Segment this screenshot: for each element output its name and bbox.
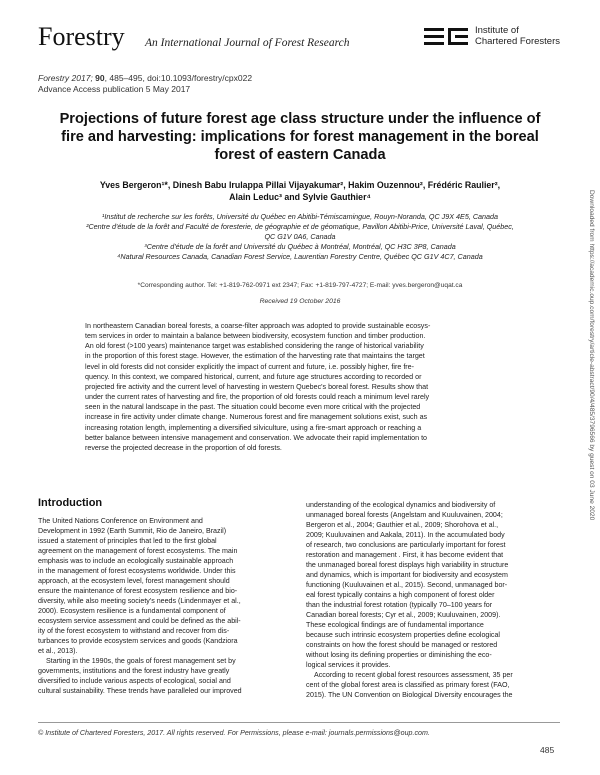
title-line: forest of eastern Canada — [214, 147, 386, 163]
received-date: Received 19 October 2016 — [259, 298, 341, 305]
journal-name: Forestry — [38, 22, 125, 51]
body-line: et al., 2013). — [38, 647, 78, 655]
journal-subtitle: An International Journal of Forest Research — [145, 37, 350, 49]
affiliation-line: ²Centre d'étude de la forêt and Faculté de foresterie, de géographie et de géomatique, Pavillon Abitibi-Price, Université Laval, Québec, — [86, 222, 514, 231]
body-line: turbances to provide ecosystem services and goods (Kandziora — [38, 637, 238, 645]
body-line: and dynamics, which is important for biodiversity and ecosystem — [306, 571, 508, 579]
citation-line — [38, 73, 252, 84]
body-line: than the industrial forest rotation (typically 70–100 years for — [306, 601, 493, 609]
body-line: without losing its defining properties or diminishing the eco- — [306, 651, 492, 659]
abstract-line: in the proportion of this forest stage. However, the estimation of the harvesting rate that maintains the target — [85, 352, 425, 361]
affiliation-line: ⁴Natural Resources Canada, Canadian Forest Service, Laurentian Forestry Centre, Québec QC G1V 4C7, Canada — [117, 252, 483, 261]
page-number: 485 — [540, 745, 555, 755]
corresponding-author: *Corresponding author. Tel: +1-819-762-0971 ext 2347; Fax: +1-819-797-4727; E-mail: yves.bergeron@uqat.ca — [137, 282, 463, 289]
institute-line-2: Chartered Foresters — [475, 36, 561, 47]
copyright-notice: © Institute of Chartered Foresters, 2017. All rights reserved. For Permissions, please e-mail: journals.permissions@oup.com. — [38, 729, 430, 737]
abstract-line: reverse the projected decrease in the proportion of old forests. — [85, 443, 282, 452]
author-line: Yves Bergeron¹*, Dinesh Babu Irulappa Pillai Vijayakumar², Hakim Ouzennou², Frédéric Raulier², — [99, 180, 501, 190]
body-line: cultural sustainability. These trends have paralleled our improved — [38, 687, 242, 695]
institute-line-1: Institute of — [475, 25, 519, 36]
ifc-logo-icon — [424, 25, 470, 47]
abstract-line: quency. In this context, we compared historical, current, and future age structures according to recorded or — [85, 372, 422, 381]
body-line: cent of the global forest area is classified as primary forest (FAO, — [306, 681, 510, 689]
body-line: The United Nations Conference on Environment and — [38, 517, 203, 525]
body-line: eal forest typically contains a high component of forest older — [306, 591, 495, 599]
body-line: because such intrinsic ecosystem properties define ecological — [306, 631, 500, 639]
body-line: ensure the maintenance of forest ecosystem resilience and bio- — [38, 587, 238, 595]
body-line: in the management of forest ecosystems worldwide. Under this — [38, 567, 236, 575]
body-line: emphasis was to include an ecologically sustainable approach — [38, 557, 234, 565]
body-line: diversified to include various aspects of ecological, social and — [38, 677, 231, 685]
body-line: Starting in the 1990s, the goals of forest management set by — [46, 657, 236, 665]
body-line: Canadian boreal forests; Cyr et al., 2009; Kuuluvainen, 2009). — [306, 611, 501, 619]
citation-rest: , 485–495, doi:10.1093/forestry/cpx022 — [104, 73, 253, 83]
advance-access: Advance Access publication 5 May 2017 — [38, 84, 191, 94]
abstract-line: tem services in order to maintain a balance between biodiversity, ecosystem function and timber production. — [85, 332, 426, 341]
article-title — [40, 110, 560, 164]
affiliations — [40, 212, 560, 262]
affiliation-line: QC G1V 0A6, Canada — [264, 232, 336, 241]
body-line: These ecological findings are of fundamental importance — [306, 621, 484, 629]
abstract-line: level in old forests did not consider explicitly the impact of current and future, i.e. possibly higher, fire fre- — [85, 362, 415, 371]
body-line: issued a statement of principles that led to the first global — [38, 537, 217, 545]
body-line: the unmanaged boreal forest displays high variability in structure — [306, 561, 509, 569]
body-line: unmanaged boreal forests (Angelstam and Kuuluvainen, 2004; — [306, 511, 503, 519]
abstract — [85, 321, 517, 453]
body-line: governments, institutions and the forest industry have greatly — [38, 667, 230, 675]
authors — [40, 179, 560, 203]
footer-divider — [38, 722, 560, 723]
body-line: 2009; Kuuluvainen and Aakala, 2011). In the accumulated body — [306, 531, 505, 539]
download-watermark — [586, 190, 596, 750]
affiliation-line: ³Centre d'étude de la forêt and Université du Québec à Montréal, Montréal, QC H3C 3P8, Canada — [144, 242, 456, 251]
body-line: Bergeron et al., 2004; Gauthier et al., 2009; Shorohova et al., — [306, 521, 499, 529]
body-line: logical services it provides. — [306, 661, 391, 669]
body-line: constraints on how the forest should be managed or restored — [306, 641, 498, 649]
abstract-line: under the current rates of harvesting and fire, the proportion of old forests could reach a minimum level rarely — [85, 393, 430, 402]
body-line: understanding of the ecological dynamics and biodiversity of — [306, 501, 496, 509]
title-line: Projections of future forest age class structure under the influence of — [59, 111, 541, 127]
left-column — [38, 516, 290, 696]
author-line: Alain Leduc³ and Sylvie Gauthier⁴ — [229, 192, 371, 202]
body-line: of research, two conclusions are particularly important for forest — [306, 541, 506, 549]
body-line: Development in 1992 (Earth Summit, Rio de Janeiro, Brazil) — [38, 527, 227, 535]
institute-name — [475, 25, 560, 47]
citation — [38, 73, 252, 95]
abstract-line: An old forest (>100 years) maintenance target was established considering the range of historical variability — [85, 342, 424, 351]
abstract-line: increasing rotation length, implementing a diversified silviculture, using a fire-smart approach or reaching a — [85, 423, 422, 432]
section-heading-introduction: Introduction — [38, 497, 103, 509]
citation-journal-year: Forestry 2017; — [38, 73, 96, 83]
body-line: 2015). The UN Convention on Biological Diversity encourages the — [306, 691, 513, 699]
citation-volume: 90 — [95, 73, 105, 83]
body-line: diversity, while also meeting society's needs (Lindenmayer et al., — [38, 597, 241, 605]
body-line: restoration and management . First, it has become evident that — [306, 551, 504, 559]
abstract-line: In northeastern Canadian boreal forests, a coarse-filter approach was adopted to provide sustainable ecosys- — [85, 322, 431, 330]
abstract-line: better balance between intensive management and conservation. We advocate their rapid implementation to — [85, 433, 428, 442]
body-line: functioning (Kuuluvainen et al., 2015). Second, unmanaged bor- — [306, 581, 508, 589]
download-watermark-text: Downloaded from https://academic.oup.com/forestry/article-abstract/90/4/485/3796566 by guest on 03 June 2020 — [588, 190, 595, 521]
body-line: agreement on the management of forest ecosystems. The main — [38, 547, 238, 555]
body-line: According to recent global forest resources assessment, 35 per — [314, 671, 513, 679]
masthead — [38, 22, 568, 62]
body-line: 2000). Ecosystem resilience is a fundamental component of — [38, 607, 226, 615]
title-line: fire and harvesting: implications for forest management in the boreal — [61, 129, 539, 145]
body-line: ecosystem service assessment and could be defined as the abil- — [38, 617, 241, 625]
body-line: ity of the forest ecosystem to withstand and recover from dis- — [38, 627, 230, 635]
abstract-line: projected fire activity and the current level of harvesting in western Quebec's boreal forest. Results show that — [85, 382, 429, 391]
abstract-line: increase in fire activity under climate change. Numerous forest and fire management solutions exist, such as — [85, 413, 428, 422]
abstract-line: seen in the natural landscape in the past. The situation could become even more critical with the projected — [85, 403, 421, 412]
affiliation-line: ¹Institut de recherche sur les forêts, Université du Québec en Abitibi-Témiscamingue, Rouyn-Noranda, QC J9X 4E5, Canada — [101, 212, 499, 221]
right-column — [306, 500, 558, 700]
body-line: approach, at the ecosystem level, forest management should — [38, 577, 230, 585]
